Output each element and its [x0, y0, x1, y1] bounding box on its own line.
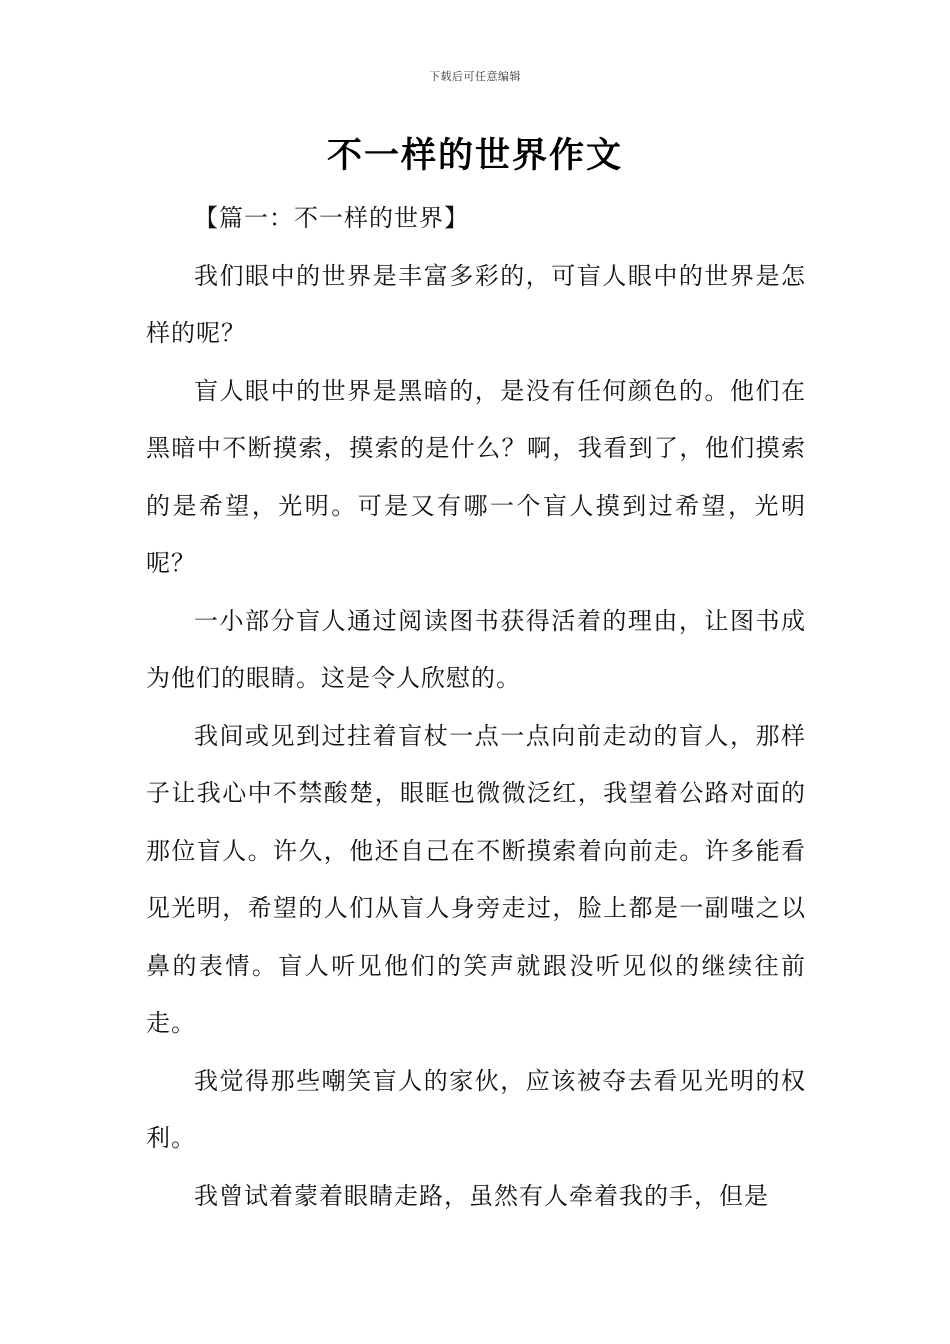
essay-body — [146, 190, 806, 1225]
page-title: 不一样的世界作文 — [326, 136, 623, 176]
paragraph: 一小部分盲人通过阅读图书获得活着的理由，让图书成为他们的眼睛。这是令人欣慰的。 — [146, 606, 806, 692]
paragraph: 盲人眼中的世界是黑暗的，是没有任何颜色的。他们在黑暗中不断摸索，摸索的是什么？啊，我看到了，他们摸索的是希望，光明。可是又有哪一个盲人摸到过希望，光明呢？ — [146, 376, 806, 577]
header-note: 下载后可任意编辑 — [429, 70, 521, 83]
paragraph: 我们眼中的世界是丰富多彩的，可盲人眼中的世界是怎样的呢？ — [146, 261, 806, 347]
paragraph: 我觉得那些嘲笑盲人的家伙，应该被夺去看见光明的权利。 — [146, 1066, 806, 1152]
paragraph: 我间或见到过拄着盲杖一点一点向前走动的盲人，那样子让我心中不禁酸楚，眼眶也微微泛红，我望着公路对面的那位盲人。许久，他还自己在不断摸索着向前走。许多能看见光明，希望的人们从盲人身旁走过，脸上都是一副嗤之以鼻的表情。盲人听见他们的笑声就跟没听见似的继续往前走。 — [146, 721, 806, 1037]
paragraph: 我曾试着蒙着眼睛走路，虽然有人牵着我的手，但是 — [194, 1181, 769, 1210]
section-heading: 【篇一：不一样的世界】 — [194, 204, 469, 232]
